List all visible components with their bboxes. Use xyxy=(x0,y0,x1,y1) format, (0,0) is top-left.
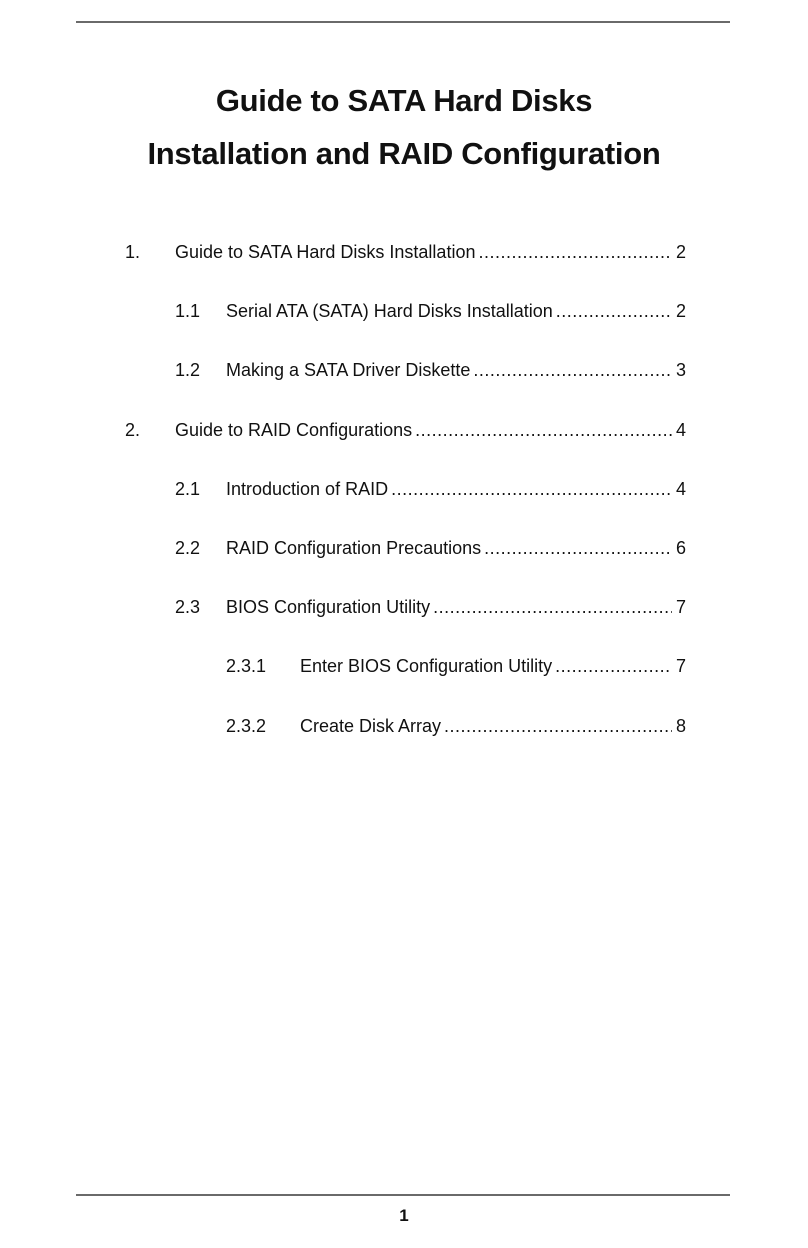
toc-entry-title: RAID Configuration Precautions xyxy=(226,538,482,558)
toc-entry-number: 2.3 xyxy=(175,597,201,617)
toc-entry-page: 7 xyxy=(675,656,686,676)
toc-entry-2-1[interactable] xyxy=(0,476,808,502)
toc-entry-title: Serial ATA (SATA) Hard Disks Installation xyxy=(226,301,553,321)
dot-leader xyxy=(391,476,672,502)
footer-rule xyxy=(76,1194,730,1196)
toc-entry-number: 2.2 xyxy=(175,538,201,558)
toc-entry-number: 1.2 xyxy=(175,360,201,380)
toc-entry-page: 4 xyxy=(675,420,686,440)
toc-entry-page: 3 xyxy=(675,360,686,380)
toc-entry-title: Enter BIOS Configuration Utility xyxy=(300,656,553,676)
toc-entry-title: Guide to SATA Hard Disks Installation xyxy=(175,242,476,262)
toc-entry-number: 2. xyxy=(125,420,141,440)
toc-entry-title: Create Disk Array xyxy=(300,716,442,736)
dot-leader xyxy=(444,713,672,739)
toc-entry-title: Introduction of RAID xyxy=(226,479,389,499)
toc-entry-title: Making a SATA Driver Diskette xyxy=(226,360,471,380)
title-line-1: Guide to SATA Hard Disks xyxy=(215,83,593,118)
toc-entry-2[interactable] xyxy=(0,417,808,443)
dot-leader xyxy=(484,535,672,561)
toc-entry-1[interactable] xyxy=(0,239,808,265)
toc-entry-page: 7 xyxy=(675,597,686,617)
toc-entry-page: 8 xyxy=(675,716,686,736)
title-line-2: Installation and RAID Configuration xyxy=(147,136,661,171)
toc-entry-2-3[interactable] xyxy=(0,594,808,620)
dot-leader xyxy=(478,239,672,265)
header-rule xyxy=(76,21,730,23)
toc-entry-number: 2.3.1 xyxy=(226,656,267,676)
document-title xyxy=(0,74,808,180)
toc-entry-number: 1.1 xyxy=(175,301,201,321)
toc-entry-page: 2 xyxy=(675,242,686,262)
toc-entry-title: Guide to RAID Configurations xyxy=(175,420,413,440)
toc-entry-number: 1. xyxy=(125,242,141,262)
dot-leader xyxy=(473,357,672,383)
dot-leader xyxy=(433,594,672,620)
dot-leader xyxy=(415,417,672,443)
page-number: 1 xyxy=(399,1206,409,1225)
toc-entry-number: 2.1 xyxy=(175,479,201,499)
dot-leader xyxy=(555,653,672,679)
toc-entry-2-3-1[interactable] xyxy=(0,653,808,679)
toc-entry-page: 6 xyxy=(675,538,686,558)
toc-entry-title: BIOS Configuration Utility xyxy=(226,597,431,617)
toc-entry-2-2[interactable] xyxy=(0,535,808,561)
toc-entry-1-2[interactable] xyxy=(0,357,808,383)
toc-entry-number: 2.3.2 xyxy=(226,716,267,736)
toc-entry-1-1[interactable] xyxy=(0,298,808,324)
dot-leader xyxy=(556,298,672,324)
toc-entry-page: 4 xyxy=(675,479,686,499)
toc-entry-2-3-2[interactable] xyxy=(0,713,808,739)
toc-entry-page: 2 xyxy=(675,301,686,321)
